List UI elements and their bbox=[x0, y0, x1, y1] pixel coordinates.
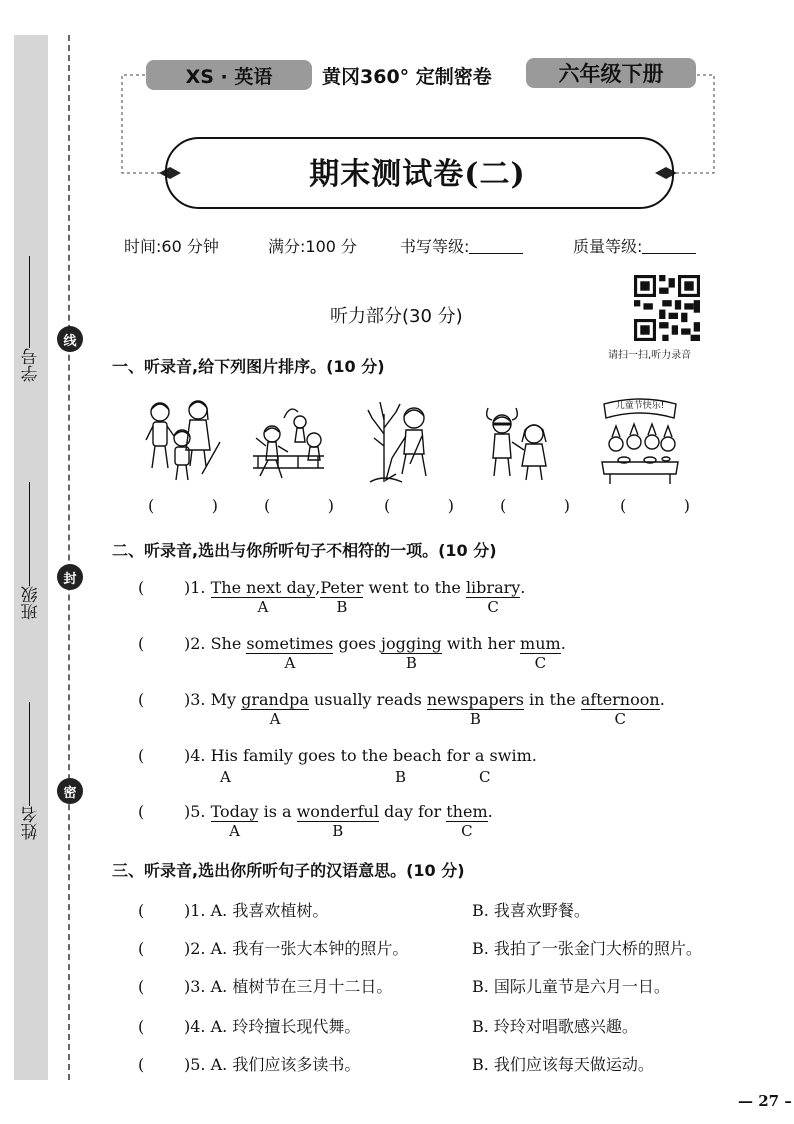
s2-question-4: ( )4. His family goes to the beach for a swim. bbox=[138, 746, 537, 765]
answer-paren[interactable]: ( bbox=[138, 977, 145, 996]
s3-option-1b: B. 我喜欢野餐。 bbox=[472, 901, 590, 920]
s3-option-2b: B. 我拍了一张金门大桥的照片。 bbox=[472, 939, 702, 958]
s3-question-4: ( )4. A. 玲玲擅长现代舞。 bbox=[138, 1017, 361, 1036]
s3-question-1: ( )1. A. 我喜欢植树。 bbox=[138, 901, 329, 920]
student-id-label: 学号 bbox=[21, 348, 42, 382]
class-field[interactable] bbox=[18, 460, 44, 620]
brand-text: 黄冈360° 定制密卷 bbox=[322, 66, 492, 88]
answer-blank-4[interactable]: ( ) bbox=[500, 496, 570, 515]
s3-question-5: ( )5. A. 我们应该多读书。 bbox=[138, 1055, 361, 1074]
qr-caption: 请扫一扫,听力录音 bbox=[608, 350, 692, 361]
quality-grade-blank[interactable] bbox=[642, 239, 696, 254]
answer-paren[interactable]: ( bbox=[138, 690, 145, 709]
page-title: 期末测试卷(二) bbox=[309, 157, 526, 192]
picture-children-playing bbox=[476, 394, 556, 486]
s2-question-3: ( )3. My grandpa A usually reads newspapers B in the afternoon C . bbox=[138, 690, 665, 728]
answer-paren[interactable]: ( bbox=[138, 939, 145, 958]
name-label: 姓名 bbox=[21, 806, 42, 840]
listening-title: 听力部分(30 分) bbox=[330, 306, 463, 327]
qr-code-icon[interactable] bbox=[634, 275, 700, 341]
time-info: 时间:60 分钟 bbox=[124, 237, 219, 256]
s2-question-5: ( )5. Today A is a wonderful B day for them C . bbox=[138, 802, 493, 840]
s3-question-3: ( )3. A. 植树节在三月十二日。 bbox=[138, 977, 393, 996]
writing-grade-blank[interactable] bbox=[469, 239, 523, 254]
answer-paren[interactable]: ( bbox=[138, 802, 145, 821]
picture-children-running bbox=[248, 394, 328, 486]
s2-question-2: ( )2. She sometimes A goes jogging B with her mum C . bbox=[138, 634, 566, 672]
picture-family-walking bbox=[142, 394, 222, 486]
picture-planting-tree bbox=[362, 394, 442, 486]
full-score-info: 满分:100 分 bbox=[268, 237, 358, 256]
section1-title: 一、听录音,给下列图片排序。(10 分) bbox=[112, 357, 385, 376]
q4-label-c: C bbox=[479, 768, 491, 786]
answer-paren[interactable]: ( bbox=[138, 1017, 145, 1036]
class-label: 班级 bbox=[21, 586, 42, 620]
cut-line bbox=[68, 35, 70, 1080]
s3-option-5b: B. 我们应该每天做运动。 bbox=[472, 1055, 654, 1074]
answer-blank-2[interactable]: ( ) bbox=[264, 496, 334, 515]
writing-grade bbox=[400, 234, 523, 257]
section2-title: 二、听录音,选出与你所听句子不相符的一项。(10 分) bbox=[112, 541, 497, 560]
seal-feng: 封 bbox=[57, 564, 83, 590]
grade-pill: 六年级下册 bbox=[526, 58, 696, 88]
s3-question-2: ( )2. A. 我有一张大本钟的照片。 bbox=[138, 939, 409, 958]
series-pill: XS · 英语 bbox=[146, 60, 312, 90]
answer-paren[interactable]: ( bbox=[138, 901, 145, 920]
answer-paren[interactable]: ( bbox=[138, 578, 145, 597]
answer-blank-5[interactable]: ( ) bbox=[620, 496, 690, 515]
answer-blank-1[interactable]: ( ) bbox=[148, 496, 218, 515]
answer-blank-3[interactable]: ( ) bbox=[384, 496, 454, 515]
s3-option-4b: B. 玲玲对唱歌感兴趣。 bbox=[472, 1017, 638, 1036]
party-banner-text: 儿童节快乐! bbox=[615, 401, 665, 411]
answer-paren[interactable]: ( bbox=[138, 746, 145, 765]
q4-label-a: A bbox=[220, 768, 231, 786]
answer-paren[interactable]: ( bbox=[138, 634, 145, 653]
name-field[interactable] bbox=[18, 680, 44, 840]
q4-label-b: B bbox=[395, 768, 407, 786]
s3-option-3b: B. 国际儿童节是六月一日。 bbox=[472, 977, 670, 996]
section3-title: 三、听录音,选出你所听句子的汉语意思。(10 分) bbox=[112, 861, 465, 880]
seal-mi: 密 bbox=[57, 778, 83, 804]
quality-grade-label: 质量等级: bbox=[573, 237, 643, 256]
page-number: — 27 – bbox=[738, 1092, 792, 1110]
quality-grade bbox=[573, 234, 696, 257]
answer-paren[interactable]: ( bbox=[138, 1055, 145, 1074]
student-id-field[interactable] bbox=[18, 232, 44, 382]
s2-question-1: ( )1. The next day A ,Peter B went to the library C . bbox=[138, 578, 526, 616]
seal-xian: 线 bbox=[57, 326, 83, 352]
writing-grade-label: 书写等级: bbox=[400, 237, 470, 256]
